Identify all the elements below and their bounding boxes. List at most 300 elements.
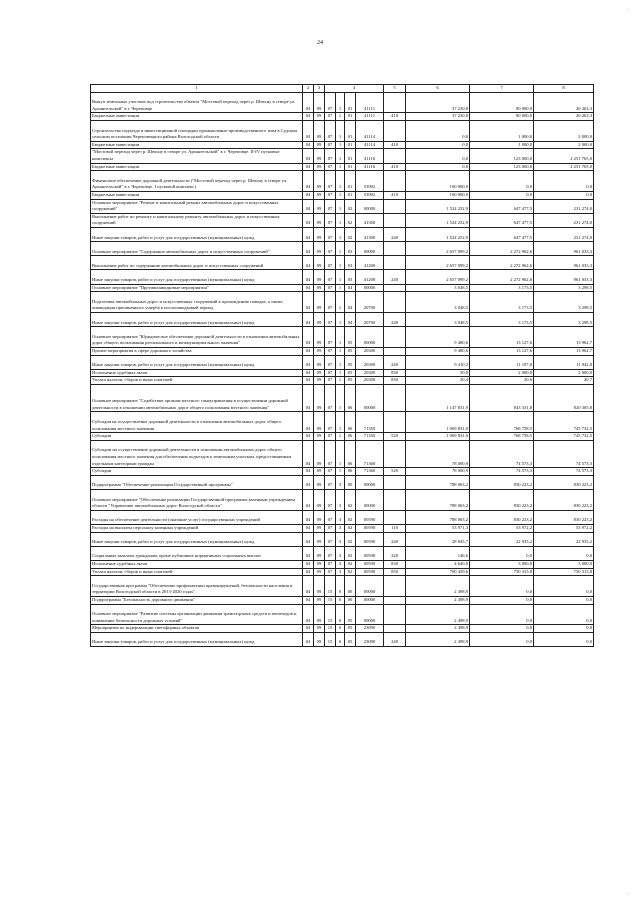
- code-program: 07: [325, 510, 336, 524]
- amount-col8: 0,0: [534, 171, 594, 192]
- code-subsection: 09: [314, 604, 325, 625]
- code-program: 07: [325, 468, 336, 476]
- code-subprogram: 1: [336, 355, 345, 369]
- table-body: [91, 92, 594, 646]
- code-program: 07: [325, 433, 336, 441]
- amount-col7: 768 758,5: [470, 412, 534, 433]
- code-subprogram: 1: [336, 440, 345, 467]
- code-direction: 41111: [356, 113, 384, 121]
- code-direction: 71360: [356, 440, 384, 467]
- code-program: 07: [325, 568, 336, 576]
- amount-col8: 961 033,3: [534, 242, 594, 256]
- code-section: 04: [303, 242, 314, 256]
- code-expense-type: 850: [384, 377, 406, 385]
- code-activity: 05: [345, 377, 356, 385]
- code-expense-type: 850: [384, 568, 406, 576]
- row-name: Субсидии: [91, 468, 303, 476]
- code-activity: 05: [345, 369, 356, 377]
- page-number: 24: [317, 40, 323, 46]
- code-direction: 53902: [356, 191, 384, 199]
- code-direction: 41116: [356, 149, 384, 163]
- code-expense-type: [384, 171, 406, 192]
- amount-col7: 0,0: [470, 625, 534, 633]
- table-row: [91, 369, 594, 377]
- amount-col7: 0,0: [470, 546, 534, 560]
- code-subprogram: 6: [336, 596, 345, 604]
- code-direction: 00590: [356, 546, 384, 560]
- code-program: 15: [325, 625, 336, 633]
- row-name: Бюджетные инвестиции: [91, 163, 303, 171]
- amount-col8: 745 732,5: [534, 412, 594, 433]
- code-section: 04: [303, 327, 314, 348]
- code-expense-type: [384, 256, 406, 270]
- code-section: 04: [303, 604, 314, 625]
- amount-col8: 830 223,2: [534, 475, 594, 489]
- table-row: [91, 149, 594, 163]
- amount-col6: 0,0: [406, 163, 470, 171]
- amount-col8: 0,0: [534, 632, 594, 646]
- code-expense-type: 320: [384, 546, 406, 560]
- amount-col8: 961 033,3: [534, 256, 594, 270]
- code-expense-type: 520: [384, 433, 406, 441]
- amount-col8: 20,7: [534, 377, 594, 385]
- amount-col6: 100 000,0: [406, 171, 470, 192]
- amount-col6: 1 147 831,9: [406, 385, 470, 412]
- code-activity: 02: [345, 199, 356, 213]
- amount-col6: 3 048,5: [406, 284, 470, 292]
- code-section: 04: [303, 227, 314, 241]
- code-section: 04: [303, 355, 314, 369]
- code-section: 04: [303, 576, 314, 597]
- code-program: 07: [325, 489, 336, 510]
- amount-col8: 231 274,0: [534, 227, 594, 241]
- amount-col6: 2 657 099,2: [406, 270, 470, 284]
- code-activity: 05: [345, 625, 356, 633]
- table-row: [91, 120, 594, 141]
- amount-col7: 2 272 962,6: [470, 270, 534, 284]
- code-subprogram: 0: [336, 576, 345, 597]
- table-row: [91, 489, 594, 510]
- code-section: 04: [303, 92, 314, 113]
- row-name: Иные закупки товаров, работ и услуг для государственных (муниципальных) нужд: [91, 227, 303, 241]
- amount-col7: 20,6: [470, 377, 534, 385]
- row-name: Иные закупки товаров, работ и услуг для государственных (муниципальных) нужд: [91, 355, 303, 369]
- code-section: 04: [303, 163, 314, 171]
- code-expense-type: [384, 292, 406, 313]
- amount-col7: 74 573,3: [470, 440, 534, 467]
- amount-col8: 0,0: [534, 625, 594, 633]
- row-name: Иные закупки товаров, работ и услуг для государственных (муниципальных) нужд: [91, 532, 303, 546]
- amount-col7: 3 173,5: [470, 313, 534, 327]
- code-section: 04: [303, 256, 314, 270]
- row-name: "Мостовой переход через р. Шексну в створе ул. Архангельской" в г. Череповце. II-IV пусковые комплексы: [91, 149, 303, 163]
- code-subprogram: 1: [336, 92, 345, 113]
- amount-col8: 0,0: [534, 604, 594, 625]
- column-header: 4: [325, 85, 384, 93]
- amount-col6: 4 640,0: [406, 560, 470, 568]
- code-subprogram: 1: [336, 199, 345, 213]
- code-program: 07: [325, 163, 336, 171]
- code-program: 07: [325, 227, 336, 241]
- row-name: Субсидии на осуществление дорожной деятельности в отношении автомобильных дорог общего пользования местного значения для обеспечения подъездов к земельным участкам, предоставляемым отдельным категориям граждан: [91, 440, 303, 467]
- code-activity: 01: [345, 92, 356, 113]
- code-program: 07: [325, 171, 336, 192]
- code-section: 04: [303, 468, 314, 476]
- amount-col7: 123 000,0: [470, 149, 534, 163]
- amount-col6: 20,4: [406, 377, 470, 385]
- code-direction: 20300: [356, 369, 384, 377]
- code-activity: 02: [345, 510, 356, 524]
- code-section: 04: [303, 524, 314, 532]
- scan-edge-mark: ·: [628, 892, 630, 897]
- amount-col6: 50,0: [406, 369, 470, 377]
- amount-col8: 820 305,8: [534, 385, 594, 412]
- amount-col7: 74 573,3: [470, 468, 534, 476]
- code-subsection: 09: [314, 313, 325, 327]
- table-row: [91, 113, 594, 121]
- code-subprogram: 1: [336, 292, 345, 313]
- code-section: 04: [303, 191, 314, 199]
- row-name: Субсидия на осуществление дорожной деятельности в отношении автомобильных дорог общего пользования местного значения: [91, 412, 303, 433]
- code-expense-type: [384, 489, 406, 510]
- table-row: [91, 242, 594, 256]
- code-section: 04: [303, 632, 314, 646]
- amount-col7: 0,0: [470, 171, 534, 192]
- amount-col8: 74 573,3: [534, 468, 594, 476]
- table-row: [91, 377, 594, 385]
- amount-col6: 53 971,3: [406, 524, 470, 532]
- code-subsection: 09: [314, 191, 325, 199]
- code-subprogram: 1: [336, 171, 345, 192]
- amount-col8: 745 732,5: [534, 433, 594, 441]
- code-subprogram: 1: [336, 113, 345, 121]
- code-expense-type: 110: [384, 524, 406, 532]
- code-activity: 03: [345, 270, 356, 284]
- code-subsection: 09: [314, 377, 325, 385]
- amount-col8: 961 033,3: [534, 270, 594, 284]
- row-name: Прочие мероприятия в сфере дорожного хозяйства: [91, 348, 303, 356]
- amount-col8: 3 000,0: [534, 560, 594, 568]
- row-name: Государственная программа "Обеспечение профилактики правонарушений, безопасности населения и территории Вологодской области в 2013-2020 годах": [91, 576, 303, 597]
- amount-col7: 647 477,5: [470, 213, 534, 227]
- amount-col7: 123 000,0: [470, 163, 534, 171]
- code-subprogram: 1: [336, 468, 345, 476]
- amount-col6: 0,0: [406, 120, 470, 141]
- code-activity: 02: [345, 227, 356, 241]
- row-name: Исполнение судебных актов: [91, 369, 303, 377]
- code-activity: 02: [345, 546, 356, 560]
- row-name: Выкуп земельных участков под строительство объекта "Мостовой переход через р. Шексну в створе ул. Архангельской" в г. Череповце: [91, 92, 303, 113]
- amount-col8: 0,0: [534, 191, 594, 199]
- code-subprogram: 6: [336, 632, 345, 646]
- code-subprogram: 1: [336, 191, 345, 199]
- code-expense-type: [384, 199, 406, 213]
- amount-col7: 0,0: [470, 596, 534, 604]
- code-section: 04: [303, 284, 314, 292]
- code-activity: 02: [345, 213, 356, 227]
- row-name: Мероприятия по модернизации светофорных объектов: [91, 625, 303, 633]
- table-row: [91, 355, 594, 369]
- amount-col6: 2 657 099,2: [406, 256, 470, 270]
- row-name: Выполнение работ по ремонту и капитальному ремонту автомобильных дорог и искусственных сооружений: [91, 213, 303, 227]
- code-expense-type: [384, 284, 406, 292]
- code-program: 07: [325, 120, 336, 141]
- code-subsection: 09: [314, 433, 325, 441]
- code-subsection: 09: [314, 468, 325, 476]
- amount-col7: 13 127,6: [470, 348, 534, 356]
- table-row: [91, 468, 594, 476]
- amount-col7: 0,0: [470, 576, 534, 597]
- code-program: 15: [325, 596, 336, 604]
- code-program: 07: [325, 149, 336, 163]
- code-subsection: 09: [314, 546, 325, 560]
- code-section: 04: [303, 560, 314, 568]
- table-row: [91, 568, 594, 576]
- amount-col7: 0,0: [470, 632, 534, 646]
- code-direction: 00590: [356, 560, 384, 568]
- code-section: 04: [303, 568, 314, 576]
- code-direction: 00000: [356, 385, 384, 412]
- row-name: Основное мероприятие "Содействие органам местного самоуправления в осуществлении дорожной деятельности в отношении автомобильных дорог общего пользования местного значения": [91, 385, 303, 412]
- code-activity: 06: [345, 433, 356, 441]
- table-row: [91, 632, 594, 646]
- code-section: 04: [303, 440, 314, 467]
- code-activity: 06: [345, 385, 356, 412]
- amount-col7: 53 972,2: [470, 524, 534, 532]
- amount-col6: 9 480,6: [406, 327, 470, 348]
- code-section: 04: [303, 385, 314, 412]
- table-header-row: [91, 85, 594, 93]
- code-subsection: 09: [314, 327, 325, 348]
- code-program: 07: [325, 560, 336, 568]
- code-section: 04: [303, 199, 314, 213]
- row-name: Подпрограмма "Безопасность дорожного движения": [91, 596, 303, 604]
- code-expense-type: [384, 510, 406, 524]
- code-expense-type: 520: [384, 468, 406, 476]
- table-row: [91, 576, 594, 597]
- code-direction: 41200: [356, 256, 384, 270]
- code-subprogram: 1: [336, 227, 345, 241]
- code-direction: 00590: [356, 532, 384, 546]
- amount-col8: 53 972,2: [534, 524, 594, 532]
- amount-col6: 100 000,0: [406, 191, 470, 199]
- code-activity: 01: [345, 141, 356, 149]
- code-section: 04: [303, 171, 314, 192]
- code-subsection: 09: [314, 292, 325, 313]
- code-program: 07: [325, 141, 336, 149]
- code-section: 04: [303, 596, 314, 604]
- code-subprogram: 1: [336, 242, 345, 256]
- column-header: 7: [470, 85, 534, 93]
- code-subprogram: 1: [336, 120, 345, 141]
- table-row: [91, 141, 594, 149]
- code-subsection: 09: [314, 475, 325, 489]
- code-expense-type: [384, 625, 406, 633]
- amount-col8: 830 223,2: [534, 510, 594, 524]
- code-expense-type: 410: [384, 163, 406, 171]
- row-name: Основное мероприятие "Развитие системы организации движения транспортных средств и пешеходов и повышение безопасности дорожных условий": [91, 604, 303, 625]
- code-program: 07: [325, 532, 336, 546]
- code-subsection: 09: [314, 284, 325, 292]
- amount-col8: 3 298,5: [534, 313, 594, 327]
- row-name: Расходы на обеспечение деятельности (оказание услуг) государственных учреждений: [91, 510, 303, 524]
- column-header: 2: [303, 85, 314, 93]
- row-name: Исполнение судебных актов: [91, 560, 303, 568]
- code-subsection: 09: [314, 369, 325, 377]
- amount-col7: 0,0: [470, 191, 534, 199]
- code-expense-type: [384, 576, 406, 597]
- code-activity: 06: [345, 440, 356, 467]
- code-subsection: 09: [314, 625, 325, 633]
- code-direction: 41111: [356, 92, 384, 113]
- table-row: [91, 440, 594, 467]
- amount-col7: 843 331,8: [470, 385, 534, 412]
- code-direction: 23090: [356, 625, 384, 633]
- amount-col6: 37 230,8: [406, 92, 470, 113]
- amount-col8: 231 274,0: [534, 199, 594, 213]
- amount-col6: 146,6: [406, 546, 470, 560]
- code-subsection: 09: [314, 355, 325, 369]
- amount-col6: 1 069 831,0: [406, 433, 470, 441]
- row-name: Основное мероприятие "Ремонт и капитальный ремонт автомобильных дорог и искусственных сооружений": [91, 199, 303, 213]
- amount-col6: 28 845,7: [406, 532, 470, 546]
- code-expense-type: 410: [384, 113, 406, 121]
- code-subsection: 09: [314, 489, 325, 510]
- code-section: 04: [303, 113, 314, 121]
- amount-col6: 1 069 831,0: [406, 412, 470, 433]
- code-section: 04: [303, 120, 314, 141]
- code-activity: 02: [345, 560, 356, 568]
- table-row: [91, 292, 594, 313]
- code-subprogram: 1: [336, 348, 345, 356]
- row-name: Иные закупки товаров, работ и услуг для государственных (муниципальных) нужд: [91, 313, 303, 327]
- code-section: 04: [303, 625, 314, 633]
- code-section: 04: [303, 348, 314, 356]
- code-section: 04: [303, 149, 314, 163]
- column-header: 1: [91, 85, 303, 93]
- code-direction: 41114: [356, 120, 384, 141]
- code-program: 07: [325, 270, 336, 284]
- code-program: 07: [325, 475, 336, 489]
- code-direction: 00590: [356, 524, 384, 532]
- code-direction: 20300: [356, 355, 384, 369]
- code-direction: 41200: [356, 270, 384, 284]
- table-row: [91, 171, 594, 192]
- row-name: Уплата налогов, сборов и иных платежей: [91, 377, 303, 385]
- code-subsection: 09: [314, 632, 325, 646]
- amount-col6: 3 048,5: [406, 313, 470, 327]
- amount-col6: 3 048,5: [406, 292, 470, 313]
- code-direction: 00000: [356, 489, 384, 510]
- amount-col7: 830 223,2: [470, 510, 534, 524]
- amount-col6: 2 498,9: [406, 576, 470, 597]
- code-direction: 20300: [356, 377, 384, 385]
- code-direction: 41116: [356, 163, 384, 171]
- code-program: 07: [325, 546, 336, 560]
- code-program: 07: [325, 313, 336, 327]
- amount-col8: 2 251 765,0: [534, 163, 594, 171]
- code-program: 07: [325, 292, 336, 313]
- code-subsection: 09: [314, 270, 325, 284]
- code-activity: 05: [345, 355, 356, 369]
- code-activity: 01: [345, 113, 356, 121]
- code-section: 04: [303, 369, 314, 377]
- amount-col6: 1 524 252,9: [406, 213, 470, 227]
- code-subsection: 09: [314, 256, 325, 270]
- code-subsection: 09: [314, 412, 325, 433]
- code-expense-type: 240: [384, 532, 406, 546]
- amount-col7: 768 758,5: [470, 433, 534, 441]
- row-name: Финансовое обеспечение дорожной деятельности ("Мостовой переход через р. Шексну в створе ул. Архангельской" в г. Череповце. I пусковой комплекс): [91, 171, 303, 192]
- code-subprogram: 3: [336, 532, 345, 546]
- code-program: 07: [325, 440, 336, 467]
- row-name: Уплата налогов, сборов и иных платежей: [91, 568, 303, 576]
- code-subprogram: 1: [336, 369, 345, 377]
- table-row: [91, 475, 594, 489]
- table-row: [91, 284, 594, 292]
- code-program: 07: [325, 92, 336, 113]
- code-activity: 04: [345, 313, 356, 327]
- code-subsection: 09: [314, 92, 325, 113]
- row-name: Бюджетные инвестиции: [91, 141, 303, 149]
- table-row: [91, 412, 594, 433]
- table-row: [91, 510, 594, 524]
- code-subprogram: 1: [336, 141, 345, 149]
- amount-col8: 11 942,0: [534, 355, 594, 369]
- table-row: [91, 532, 594, 546]
- code-subprogram: 1: [336, 256, 345, 270]
- amount-col6: 2 498,9: [406, 625, 470, 633]
- amount-col6: 788 063,2: [406, 510, 470, 524]
- code-subsection: 09: [314, 149, 325, 163]
- row-name: Основное мероприятие "Обеспечение реализации Государственной программы казенным учреждением области "Управление автомобильных дорог Вологодской области": [91, 489, 303, 510]
- code-activity: 05: [345, 348, 356, 356]
- code-expense-type: [384, 604, 406, 625]
- amount-col6: 2 498,9: [406, 632, 470, 646]
- code-activity: 01: [345, 120, 356, 141]
- code-subsection: 09: [314, 120, 325, 141]
- code-activity: 06: [345, 412, 356, 433]
- code-activity: 01: [345, 163, 356, 171]
- code-program: 07: [325, 524, 336, 532]
- code-program: 07: [325, 369, 336, 377]
- row-name: Социальные выплаты гражданам, кроме публичных нормативных социальных выплат: [91, 546, 303, 560]
- amount-col6: 78 000,9: [406, 440, 470, 467]
- code-section: 04: [303, 292, 314, 313]
- code-expense-type: [384, 242, 406, 256]
- amount-col7: 830 223,2: [470, 489, 534, 510]
- code-subsection: 09: [314, 348, 325, 356]
- row-name: Основное мероприятие "Противопаводковые мероприятия": [91, 284, 303, 292]
- table-row: [91, 348, 594, 356]
- amount-col8: 13 962,7: [534, 348, 594, 356]
- code-expense-type: [384, 92, 406, 113]
- amount-col6: 9 410,2: [406, 355, 470, 369]
- amount-col6: 0,0: [406, 149, 470, 163]
- code-direction: 00000: [356, 604, 384, 625]
- code-activity: 06: [345, 468, 356, 476]
- row-name: Основное мероприятие "Юридическое обеспечение дорожной деятельности в отношении автомобильных дорог общего пользования регионального и межмуниципального значения": [91, 327, 303, 348]
- table-row: [91, 433, 594, 441]
- table-row: [91, 625, 594, 633]
- code-expense-type: 830: [384, 560, 406, 568]
- amount-col8: 22 935,2: [534, 532, 594, 546]
- column-header: 8: [534, 85, 594, 93]
- code-section: 04: [303, 377, 314, 385]
- code-subsection: 09: [314, 596, 325, 604]
- code-subsection: 09: [314, 532, 325, 546]
- code-subsection: 09: [314, 242, 325, 256]
